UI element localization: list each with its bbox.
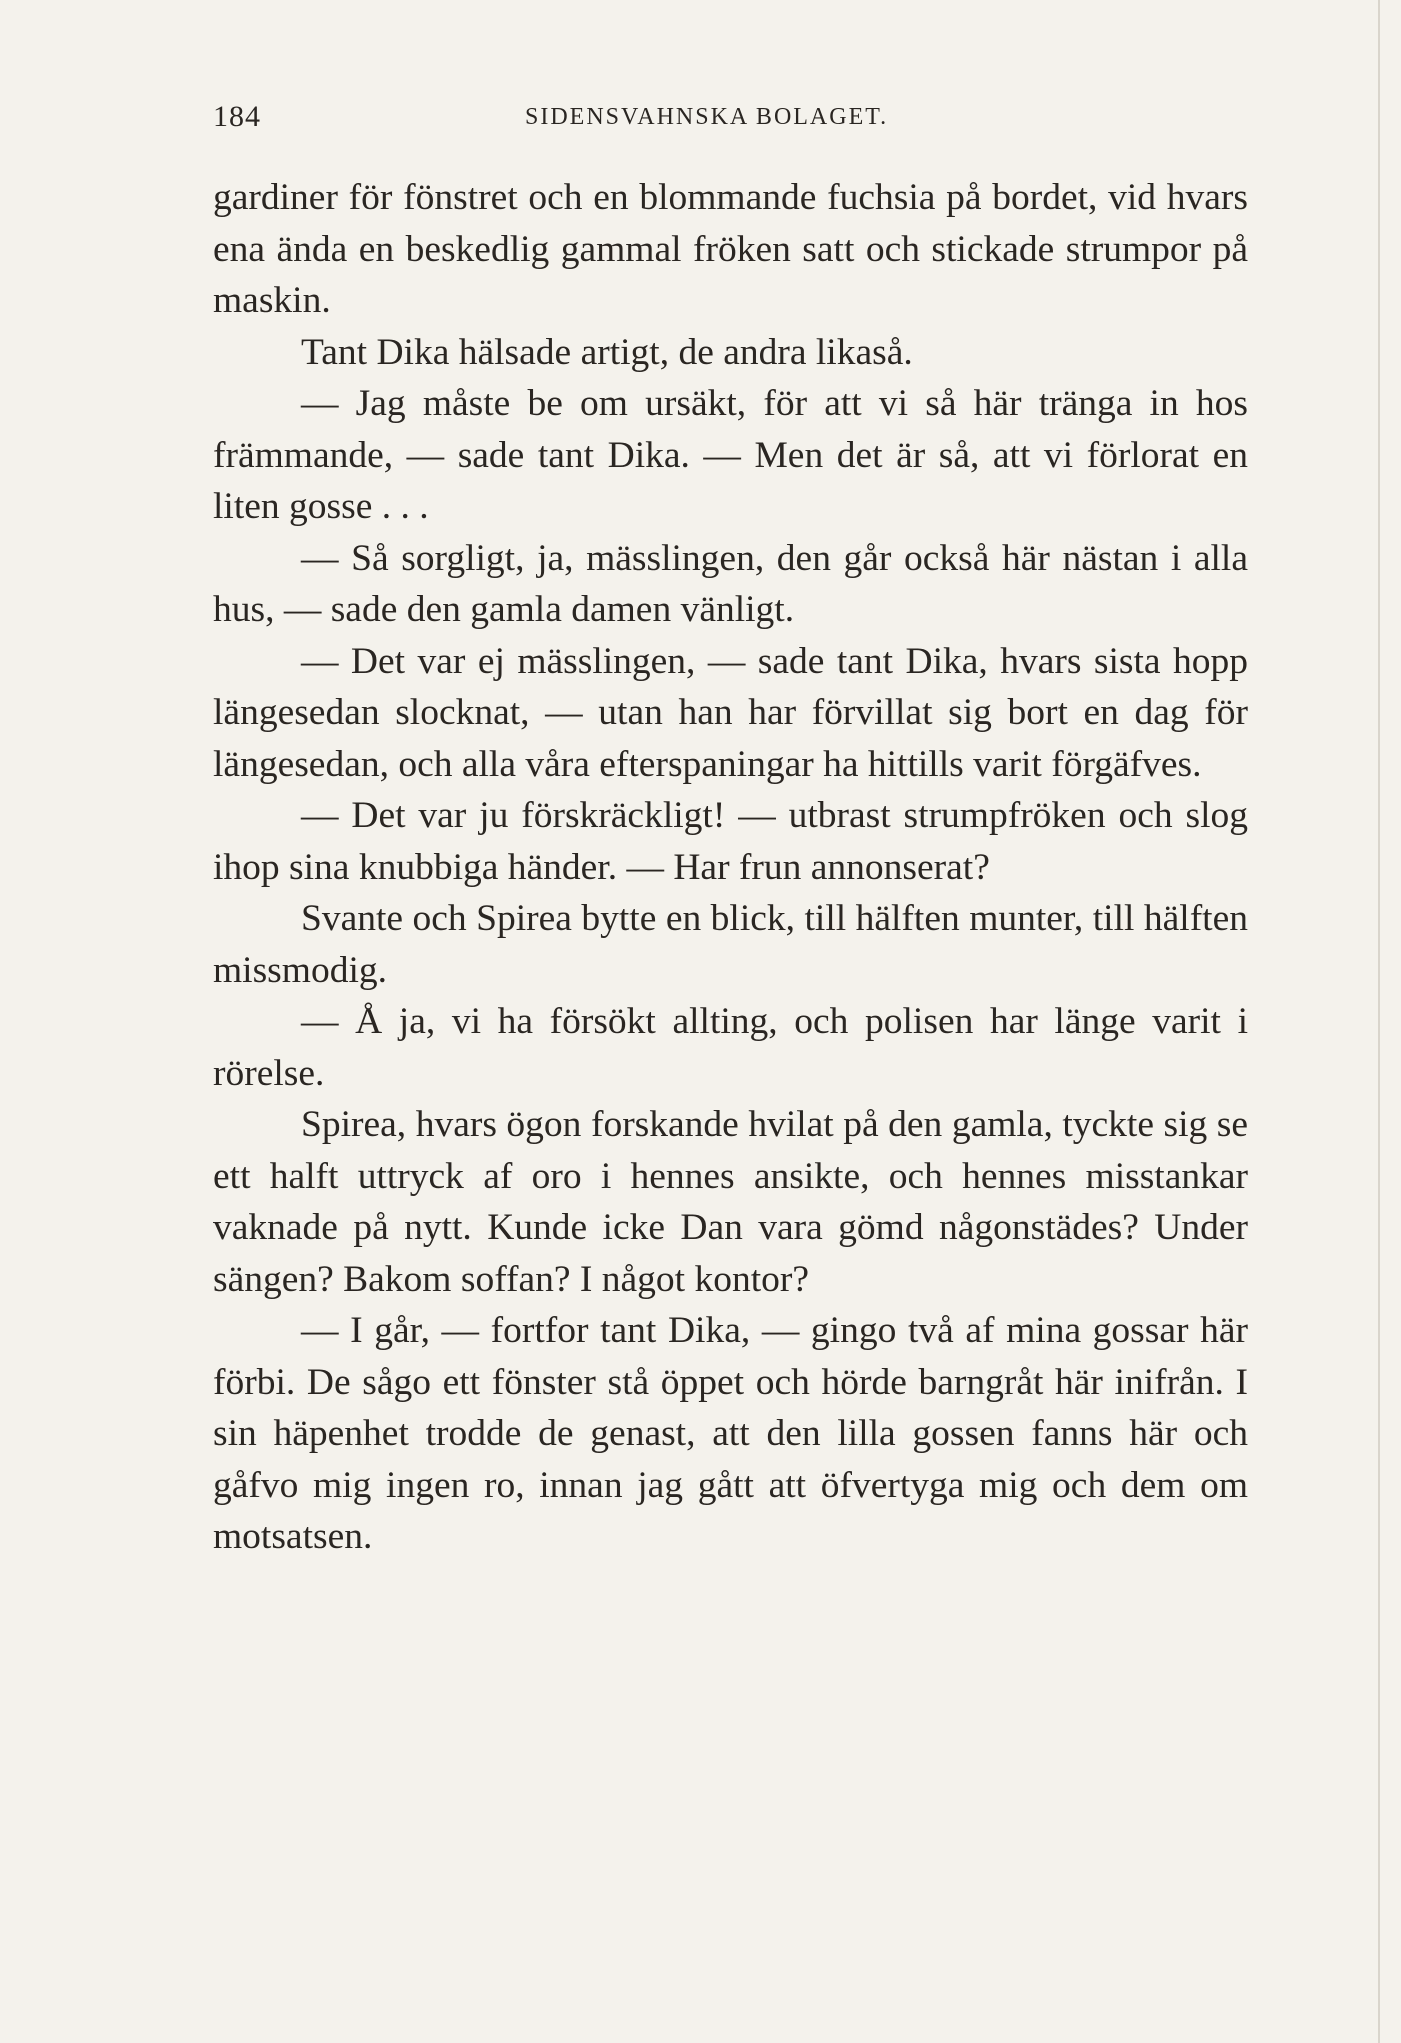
page-number: 184 — [213, 100, 261, 133]
paragraph: — I går, — fortfor tant Dika, — gingo två af mina gossar här förbi. De sågo ett fönster stå öppet och hörde barngråt här inifrån. I sin häpenhet trodde de genast, att den lilla gossen fanns här och gåfvo mig ingen ro, innan jag gått att öfvertyga mig och dem om motsatsen. — [213, 1310, 1248, 1557]
paragraph: — Jag måste be om ursäkt, för att vi så här tränga in hos främmande, — sade tant Dika. — Men det är så, att vi förlorat en liten gosse . . . — [213, 383, 1248, 527]
paragraph: Svante och Spirea bytte en blick, till hälften munter, till hälften missmodig. — [213, 898, 1248, 991]
paragraph: — Det var ej mässlingen, — sade tant Dika, hvars sista hopp längesedan slocknat, — utan han har förvillat sig bort en dag för längesedan, och alla våra efterspaningar ha hittills varit förgäfves. — [213, 640, 1248, 785]
paragraph: — Å ja, vi ha försökt allting, och polisen har länge varit i rörelse. — [213, 1001, 1248, 1094]
paragraph: — Det var ju förskräckligt! — utbrast strumpfröken och slog ihop sina knubbiga händer. — Har frun annonserat? — [213, 795, 1248, 888]
paragraph: Tant Dika hälsade artigt, de andra likaså. — [301, 331, 913, 373]
body-text — [213, 172, 1248, 1563]
paragraph: Spirea, hvars ögon forskande hvilat på den gamla, tyckte sig se ett halft uttryck af oro i hennes ansikte, och hennes misstankar vaknade på nytt. Kunde icke Dan vara gömd någonstädes? Under sängen? Bakom soffan? I något kontor? — [213, 1104, 1248, 1300]
paragraph: — Så sorgligt, ja, mässlingen, den går också här nästan i alla hus, — sade den gamla damen vänligt. — [213, 537, 1248, 630]
page-header — [213, 100, 1248, 146]
running-head: SIDENSVAHNSKA BOLAGET. — [525, 104, 889, 130]
page-edge — [1378, 0, 1380, 2043]
paragraph: gardiner för fönstret och en blommande fuchsia på bordet, vid hvars ena ända en beskedlig gammal fröken satt och stickade strumpor på maskin. — [213, 177, 1248, 321]
